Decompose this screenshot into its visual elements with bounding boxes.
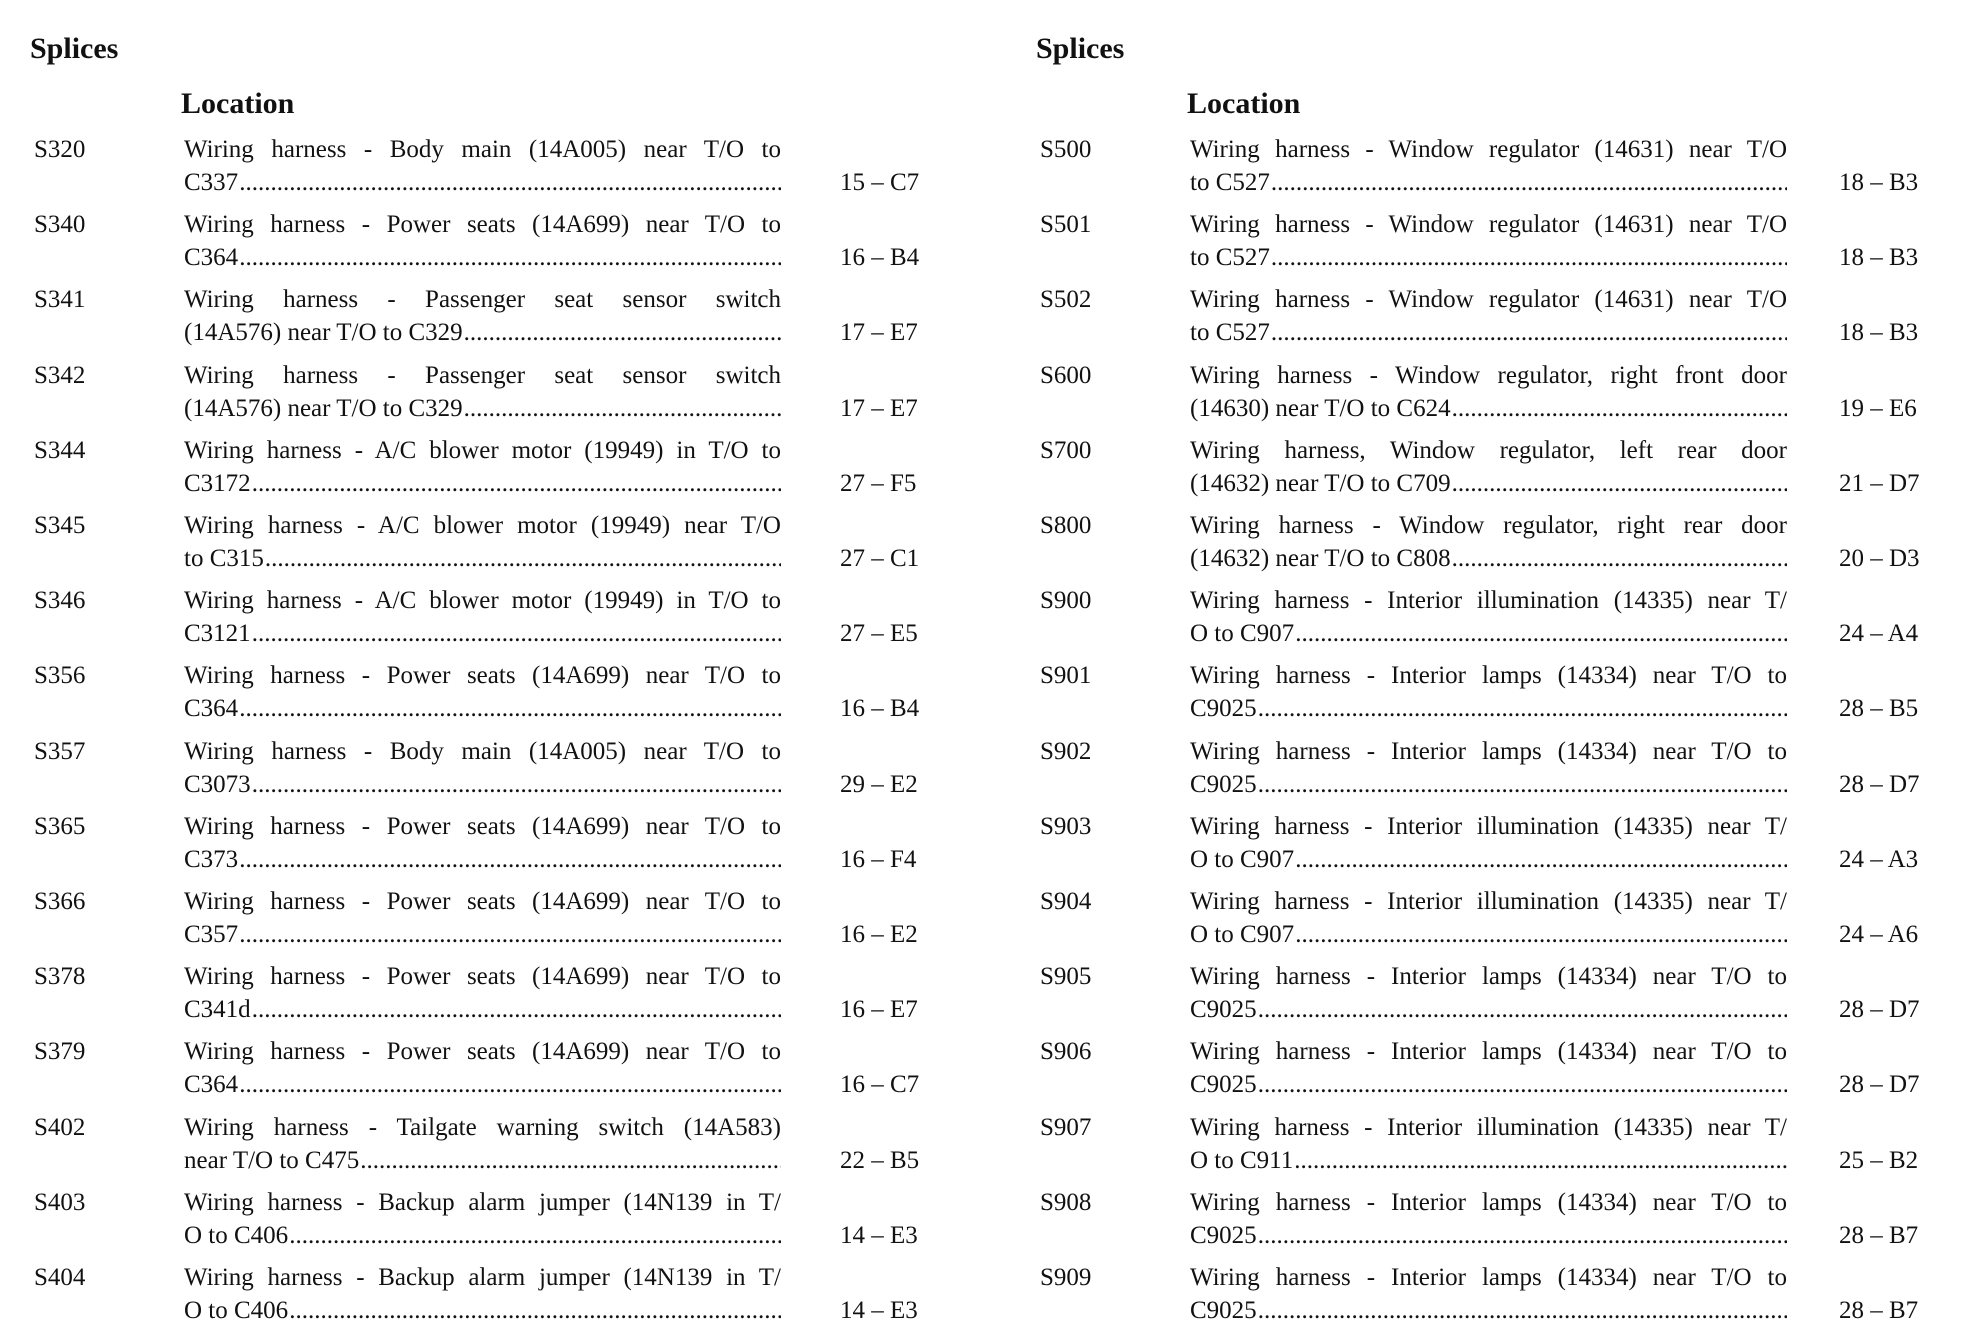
splice-entry [1036, 810, 1946, 885]
diagram-reference: 18 – B3 [1839, 169, 1919, 196]
location-line-2-text: C341d [184, 996, 251, 1024]
diagram-reference: 14 – E3 [840, 1297, 918, 1324]
location-line-2 [184, 241, 781, 274]
location-line-1: Wiring harness - Interior illumination (14335) near T/ [1190, 812, 1787, 840]
diagram-reference: 21 – D7 [1839, 469, 1920, 497]
splice-id: S345 [34, 512, 86, 539]
location-line-2-text: C337 [184, 169, 239, 196]
diagram-reference: 18 – B3 [1839, 244, 1919, 272]
dot-leader [1452, 392, 1787, 425]
splice-entry [30, 885, 940, 960]
location-line-2-text: O to C907 [1190, 620, 1295, 648]
diagram-reference: 17 – E7 [840, 394, 918, 422]
diagram-reference: 28 – B7 [1839, 1221, 1919, 1249]
location-line-2 [184, 467, 781, 500]
dot-leader [464, 392, 781, 425]
location-line-2 [1190, 241, 1787, 274]
location-line-2-text: to C527 [1190, 244, 1270, 272]
location-line-2-text: (14632) near T/O to C709 [1190, 469, 1451, 497]
location-line-2-text: (14630) near T/O to C624 [1190, 394, 1451, 422]
splice-id: S501 [1040, 211, 1092, 239]
splice-entry [1036, 1111, 1946, 1186]
splice-entry [30, 359, 940, 434]
location-line-2-text: C9025 [1190, 1071, 1257, 1099]
location-line-2 [1190, 617, 1787, 650]
diagram-reference: 28 – B7 [1839, 1297, 1919, 1324]
splice-id: S905 [1040, 963, 1092, 991]
splice-location [1190, 960, 1787, 1026]
location-line-1: Wiring harness - Backup alarm jumper (14N139 in T/ [184, 1188, 781, 1216]
splice-entry [30, 208, 940, 283]
splice-id: S700 [1040, 436, 1092, 464]
dot-leader [1271, 316, 1787, 349]
splice-location [184, 359, 781, 425]
diagram-reference: 16 – E7 [840, 996, 918, 1024]
splice-entry [30, 1261, 940, 1336]
location-line-2-text: to C527 [1190, 169, 1270, 196]
diagram-reference: 18 – B3 [1839, 319, 1919, 347]
location-line-2 [184, 768, 781, 801]
location-line-2 [1190, 392, 1787, 425]
dot-leader [1258, 1294, 1787, 1327]
location-line-2 [184, 993, 781, 1026]
dot-leader [239, 1068, 781, 1101]
splice-location [184, 1035, 781, 1101]
splice-id: S403 [34, 1188, 86, 1216]
splice-id: S909 [1040, 1264, 1092, 1291]
splice-id: S344 [34, 436, 86, 464]
location-line-2-text: O to C907 [1190, 845, 1295, 873]
location-line-1: Wiring harness - Window regulator (14631) near T/O [1190, 211, 1787, 239]
location-line-1: Wiring harness - Window regulator, right rear door [1190, 512, 1787, 539]
splice-location [184, 208, 781, 274]
location-line-2 [1190, 542, 1787, 575]
location-line-1: Wiring harness - A/C blower motor (19949) in T/O to [184, 436, 781, 464]
location-line-2 [1190, 918, 1787, 951]
location-line-2-text: (14A576) near T/O to C329 [184, 394, 463, 422]
location-line-2 [184, 392, 781, 425]
location-heading: Location [181, 87, 295, 120]
location-line-2-text: C9025 [1190, 1221, 1257, 1249]
splice-entry [1036, 960, 1946, 1035]
location-line-2 [1190, 1144, 1787, 1177]
splice-id: S365 [34, 812, 86, 840]
location-line-2 [1190, 467, 1787, 500]
diagram-reference: 27 – C1 [840, 545, 920, 572]
diagram-reference: 28 – D7 [1839, 770, 1920, 798]
diagram-reference: 16 – B4 [840, 695, 920, 723]
section-title: Splices [1036, 32, 1125, 65]
location-line-2 [1190, 692, 1787, 725]
diagram-reference: 28 – D7 [1839, 1071, 1920, 1099]
splice-location [1190, 1186, 1787, 1252]
location-line-2-text: O to C406 [184, 1297, 289, 1324]
diagram-reference: 25 – B2 [1839, 1146, 1919, 1174]
location-line-1: Wiring harness - Backup alarm jumper (14N139 in T/ [184, 1264, 781, 1291]
dot-leader [289, 1219, 781, 1252]
diagram-reference: 19 – E6 [1839, 394, 1917, 422]
location-line-1: Wiring harness - Tailgate warning switch (14A583) [184, 1113, 781, 1141]
splice-entry [1036, 659, 1946, 734]
location-line-1: Wiring harness - Interior illumination (14335) near T/ [1190, 1113, 1787, 1141]
dot-leader [1271, 241, 1787, 274]
dot-leader [252, 617, 781, 650]
dot-leader [360, 1144, 781, 1177]
location-line-1: Wiring harness - Interior lamps (14334) near T/O to [1190, 963, 1787, 991]
dot-leader [1294, 1144, 1787, 1177]
dot-leader [239, 692, 781, 725]
dot-leader [1295, 843, 1787, 876]
splice-id: S800 [1040, 512, 1092, 539]
diagram-reference: 22 – B5 [840, 1146, 920, 1174]
splice-entry [1036, 1261, 1946, 1336]
location-line-2 [184, 918, 781, 951]
splice-entry [1036, 509, 1946, 584]
splice-location [184, 1261, 781, 1327]
diagram-reference: 16 – E2 [840, 921, 918, 948]
location-line-2 [1190, 1294, 1787, 1327]
location-line-1: Wiring harness - Interior lamps (14334) near T/O to [1190, 1188, 1787, 1216]
splice-id: S600 [1040, 361, 1092, 389]
location-line-2-text: C9025 [1190, 695, 1257, 723]
location-line-2-text: C3073 [184, 770, 251, 798]
splice-id: S500 [1040, 136, 1092, 163]
location-line-2-text: (14A576) near T/O to C329 [184, 319, 463, 347]
dot-leader [1258, 1219, 1787, 1252]
diagram-reference: 24 – A3 [1839, 845, 1919, 873]
splice-id: S901 [1040, 662, 1092, 690]
splice-location [1190, 509, 1787, 575]
splice-location [1190, 735, 1787, 801]
splice-location [1190, 133, 1787, 199]
location-line-1: Wiring harness - Window regulator (14631) near T/O [1190, 136, 1787, 163]
location-line-1: Wiring harness - Interior lamps (14334) near T/O to [1190, 662, 1787, 690]
splice-id: S908 [1040, 1188, 1092, 1216]
splice-entry [30, 1111, 940, 1186]
splice-entry [1036, 584, 1946, 659]
dot-leader [1452, 467, 1787, 500]
location-line-2-text: C9025 [1190, 1297, 1257, 1324]
splice-entry [30, 960, 940, 1035]
dot-leader [289, 1294, 781, 1327]
location-line-1: Wiring harness - Window regulator, right front door [1190, 361, 1787, 389]
diagram-reference: 20 – D3 [1839, 545, 1920, 572]
location-line-2-text: to C315 [184, 545, 264, 572]
dot-leader [1258, 993, 1787, 1026]
splice-entry [30, 509, 940, 584]
splice-location [1190, 1035, 1787, 1101]
splice-entry [1036, 283, 1946, 358]
diagram-reference: 28 – D7 [1839, 996, 1920, 1024]
location-line-1: Wiring harness - Interior lamps (14334) near T/O to [1190, 1038, 1787, 1066]
location-line-2 [184, 1294, 781, 1327]
location-line-2-text: C3172 [184, 469, 251, 497]
location-line-1: Wiring harness - Power seats (14A699) near T/O to [184, 888, 781, 915]
splice-entry [30, 735, 940, 810]
diagram-reference: 16 – C7 [840, 1071, 920, 1099]
splice-entry [1036, 885, 1946, 960]
dot-leader [1271, 166, 1787, 199]
location-line-2 [1190, 316, 1787, 349]
section-title: Splices [30, 32, 119, 65]
splice-id: S903 [1040, 812, 1092, 840]
location-line-2 [1190, 1219, 1787, 1252]
location-line-2-text: O to C911 [1190, 1146, 1294, 1174]
diagram-reference: 29 – E2 [840, 770, 918, 798]
location-line-2-text: O to C406 [184, 1221, 289, 1249]
location-line-1: Wiring harness, Window regulator, left rear door [1190, 436, 1787, 464]
splice-id: S906 [1040, 1038, 1092, 1066]
dot-leader [1452, 542, 1787, 575]
diagram-reference: 15 – C7 [840, 169, 920, 196]
splice-id: S402 [34, 1113, 86, 1141]
splice-entry [30, 810, 940, 885]
dot-leader [1295, 617, 1787, 650]
location-line-1: Wiring harness - Body main (14A005) near T/O to [184, 737, 781, 765]
location-line-2-text: C9025 [1190, 996, 1257, 1024]
splice-entry [1036, 735, 1946, 810]
dot-leader [1258, 1068, 1787, 1101]
splice-entry [1036, 1186, 1946, 1261]
location-line-1: Wiring harness - Interior lamps (14334) near T/O to [1190, 737, 1787, 765]
dot-leader [1295, 918, 1787, 951]
diagram-reference: 28 – B5 [1839, 695, 1919, 723]
diagram-reference: 24 – A4 [1839, 620, 1919, 648]
splice-id: S904 [1040, 888, 1092, 915]
splice-location [1190, 584, 1787, 650]
location-line-2-text: C373 [184, 845, 239, 873]
location-line-1: Wiring harness - Interior lamps (14334) near T/O to [1190, 1264, 1787, 1291]
location-line-2-text: O to C907 [1190, 921, 1295, 948]
location-line-1: Wiring harness - Body main (14A005) near T/O to [184, 136, 781, 163]
splice-id: S379 [34, 1038, 86, 1066]
dot-leader [239, 241, 781, 274]
diagram-reference: 24 – A6 [1839, 921, 1919, 948]
dot-leader [464, 316, 781, 349]
location-line-2-text: C9025 [1190, 770, 1257, 798]
splice-location [184, 659, 781, 725]
diagram-reference: 16 – B4 [840, 244, 920, 272]
location-line-2 [184, 692, 781, 725]
diagram-reference: 17 – E7 [840, 319, 918, 347]
splice-entry [30, 659, 940, 734]
location-line-1: Wiring harness - A/C blower motor (19949) in T/O to [184, 587, 781, 615]
location-line-1: Wiring harness - Power seats (14A699) near T/O to [184, 1038, 781, 1066]
splice-id: S902 [1040, 737, 1092, 765]
location-line-2-text: C357 [184, 921, 239, 948]
splice-entry [1036, 133, 1946, 208]
dot-leader [1258, 768, 1787, 801]
location-line-1: Wiring harness - Power seats (14A699) near T/O to [184, 812, 781, 840]
location-heading: Location [1187, 87, 1301, 120]
location-line-1: Wiring harness - Passenger seat sensor switch [184, 286, 781, 314]
splice-location [184, 509, 781, 575]
location-line-2-text: C364 [184, 695, 239, 723]
location-line-2 [184, 843, 781, 876]
dot-leader [265, 542, 781, 575]
splice-id: S356 [34, 662, 86, 690]
location-line-2 [184, 1144, 781, 1177]
splice-id: S320 [34, 136, 86, 163]
splice-location [184, 1186, 781, 1252]
location-line-1: Wiring harness - Interior illumination (14335) near T/ [1190, 587, 1787, 615]
location-line-1: Wiring harness - Power seats (14A699) near T/O to [184, 963, 781, 991]
splice-location [1190, 208, 1787, 274]
location-line-2-text: C364 [184, 244, 239, 272]
splice-entry [1036, 434, 1946, 509]
location-line-2-text: C3121 [184, 620, 251, 648]
splice-id: S378 [34, 963, 86, 991]
splice-location [184, 810, 781, 876]
splice-location [1190, 359, 1787, 425]
splice-entry [30, 283, 940, 358]
diagram-reference: 27 – F5 [840, 469, 917, 497]
splice-entry [30, 584, 940, 659]
splice-id: S900 [1040, 587, 1092, 615]
dot-leader [252, 993, 781, 1026]
location-line-2 [184, 617, 781, 650]
splice-entry [30, 434, 940, 509]
diagram-reference: 14 – E3 [840, 1221, 918, 1249]
dot-leader [239, 166, 781, 199]
location-line-2-text: near T/O to C475 [184, 1146, 360, 1174]
dot-leader [1258, 692, 1787, 725]
splice-id: S341 [34, 286, 86, 314]
splice-id: S404 [34, 1264, 86, 1291]
splice-entry [1036, 1035, 1946, 1110]
splice-location [184, 735, 781, 801]
dot-leader [252, 467, 781, 500]
splice-location [1190, 659, 1787, 725]
splice-id: S502 [1040, 286, 1092, 314]
splice-location [184, 1111, 781, 1177]
location-line-1: Wiring harness - A/C blower motor (19949) near T/O [184, 512, 781, 539]
splice-id: S342 [34, 361, 86, 389]
location-line-2-text: to C527 [1190, 319, 1270, 347]
location-line-2 [184, 542, 781, 575]
splice-entry [30, 133, 940, 208]
splice-location [184, 584, 781, 650]
splice-location [184, 283, 781, 349]
splice-location [1190, 885, 1787, 951]
splice-location [184, 133, 781, 199]
splice-entry [30, 1035, 940, 1110]
splice-location [1190, 810, 1787, 876]
splice-id: S346 [34, 587, 86, 615]
splice-id: S340 [34, 211, 86, 239]
splice-location [1190, 1261, 1787, 1327]
location-line-1: Wiring harness - Window regulator (14631) near T/O [1190, 286, 1787, 314]
splice-id: S357 [34, 737, 86, 765]
location-line-2 [1190, 843, 1787, 876]
splice-location [184, 885, 781, 951]
splice-entry [30, 1186, 940, 1261]
splice-id: S366 [34, 888, 86, 915]
location-line-1: Wiring harness - Interior illumination (14335) near T/ [1190, 888, 1787, 915]
location-line-2 [184, 166, 781, 199]
location-line-1: Wiring harness - Power seats (14A699) near T/O to [184, 211, 781, 239]
location-line-2 [1190, 993, 1787, 1026]
diagram-reference: 16 – F4 [840, 845, 917, 873]
splice-location [1190, 283, 1787, 349]
splice-location [1190, 434, 1787, 500]
splice-entry [1036, 359, 1946, 434]
splice-location [184, 960, 781, 1026]
dot-leader [239, 918, 781, 951]
dot-leader [239, 843, 781, 876]
location-line-2 [1190, 166, 1787, 199]
splice-entry [1036, 208, 1946, 283]
location-line-2 [184, 1219, 781, 1252]
dot-leader [252, 768, 781, 801]
diagram-reference: 27 – E5 [840, 620, 918, 648]
location-line-2 [1190, 1068, 1787, 1101]
location-line-2-text: (14632) near T/O to C808 [1190, 545, 1451, 572]
location-line-2 [1190, 768, 1787, 801]
splice-location [1190, 1111, 1787, 1177]
location-line-2 [184, 316, 781, 349]
location-line-2-text: C364 [184, 1071, 239, 1099]
splice-id: S907 [1040, 1113, 1092, 1141]
location-line-1: Wiring harness - Passenger seat sensor switch [184, 361, 781, 389]
splice-location [184, 434, 781, 500]
location-line-2 [184, 1068, 781, 1101]
location-line-1: Wiring harness - Power seats (14A699) near T/O to [184, 662, 781, 690]
